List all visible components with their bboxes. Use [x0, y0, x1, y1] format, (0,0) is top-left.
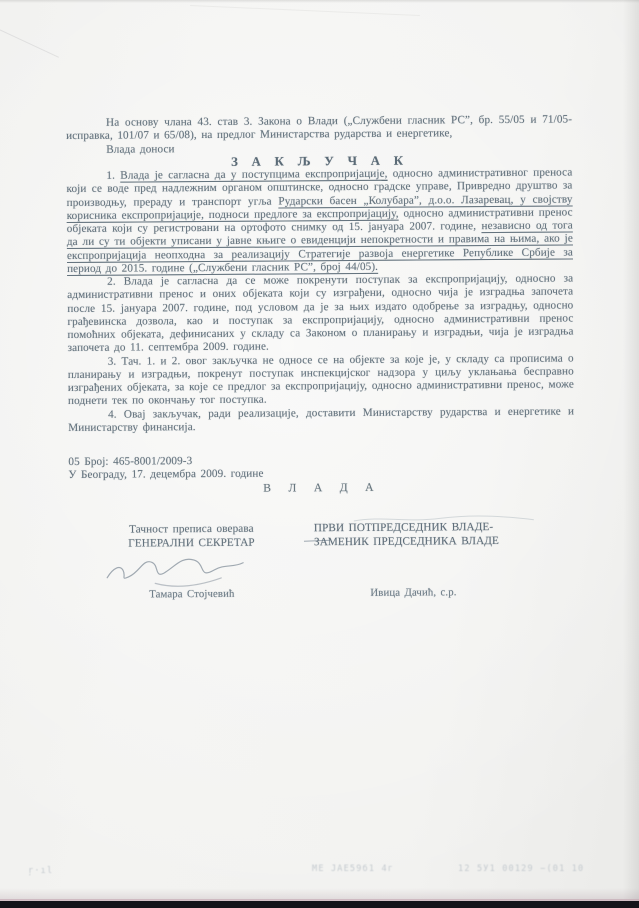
paragraph-1-underlined-2: Рударски басен „Колубара”, д.о.о. Лазаревац, у својству корисника експропријације, подноси предлоге за експропријацију, [66, 192, 573, 222]
enacting-clause: Влада доноси [106, 142, 175, 156]
paper-crease [190, 5, 420, 16]
certification-block [69, 521, 315, 602]
paragraph-1-plain-2: односно административни пренос објеката који су регистровани на ортофото снимку од 15. јануара 2007. године, [66, 206, 573, 235]
document-body [66, 113, 575, 601]
signature-handwritten [97, 548, 257, 589]
issuer-label: В Л А Д А [263, 480, 381, 495]
footer-artifact-mid: МЕ ЈАЕ59б1 4г [312, 864, 395, 874]
certification-line-2: ГЕНЕРАЛНИ СЕКРЕТАР [128, 536, 255, 550]
scan-edge-right [623, 0, 639, 908]
document-title: З А К Љ У Ч А К [231, 153, 408, 169]
signatory-block [314, 519, 555, 600]
paragraph-1-plain-1: односно административног преноса који се воде пред надлежним органом општинске, односно градске управе, Привредно друштво за производњу, прераду и транспорт угља [66, 166, 573, 209]
paragraph-3: 3. Тач. 1. и 2. овог закључка не односе се на објекте за које је, у складу са прописима о планирању и изградњи, покренут поступак инспекцијског надзора у циљу уклањања бесправно изграђених објеката, за које се предлог за експропријацију, односно административни пренос, може поднети тек по окончању тог поступка. [67, 351, 574, 408]
paper-crease [0, 27, 59, 57]
signature-section [69, 519, 576, 602]
paragraph-1-underlined-1: Влада је сагласна да у поступцима експропријације, [120, 167, 388, 182]
paragraph-2: 2. Влада је сагласна да се може покренути поступак за експропријацију, односно за административни пренос и оних објеката који су изграђени, односно чија је изградња започета после 15. јануара 2007. године, под условом да је за њих издато одобрење за изградњу, односно грађевинска дозвола, као и поступак за експропријацију, односно административни пренос помоћних објеката, дефинисаних у складу са Законом о планирању и изградњи, чија је изградња започета до 11. септембра 2009. године. [67, 272, 574, 355]
signatory-name: Ивица Дачић, с.р. [370, 586, 457, 599]
signatory-title-line-1: ПРВИ ПОТПРЕДСЕДНИК ВЛАДЕ- [313, 520, 494, 535]
certification-line-1: Тачност преписа оверава [129, 522, 254, 536]
footer-artifact-left: ŗ·ıl [28, 866, 54, 876]
certifier-name: Тамара Стојчевић [149, 587, 235, 601]
scan-edge-top [0, 0, 639, 3]
reference-block [68, 452, 574, 482]
scan-bottom-edge [0, 901, 639, 908]
place-and-date: У Београду, 17. децембра 2009. године [68, 467, 264, 482]
signatory-title-line-2: ЗАМЕНИК ПРЕДСЕДНИКА ВЛАДЕ [313, 534, 499, 549]
paragraph-1-number: 1. [106, 169, 121, 182]
scan-artifact-line [352, 511, 537, 524]
paragraph-1-underlined-3: независно од тога да ли су ти објекти уписани у јавне књиге о евиденцији непокретности и правима на њима, ако је експропријација неопходна за реализацију Стратегије развоја енергетике Републике Србије за период до 2015. године („Службени гласник РС”, број 44/05). [66, 219, 573, 275]
paragraph-1 [66, 166, 573, 276]
footer-artifact-right: 12 5У1 00129 −(01 10 [458, 864, 585, 874]
intro-paragraph: На основу члана 43. став 3. Закона о Влади („Службени гласник РС”, бр. 55/05 и 71/05-исправка, 101/07 и 65/08), на предлог Министарства рударства и енергетике, [66, 113, 573, 143]
reference-number: 05 Број: 465-8001/2009-3 [68, 455, 193, 468]
paragraph-4: 4. Овај закључак, ради реализације, доставити Министарству рударства и енергетике и Министарству финансија. [68, 404, 575, 434]
